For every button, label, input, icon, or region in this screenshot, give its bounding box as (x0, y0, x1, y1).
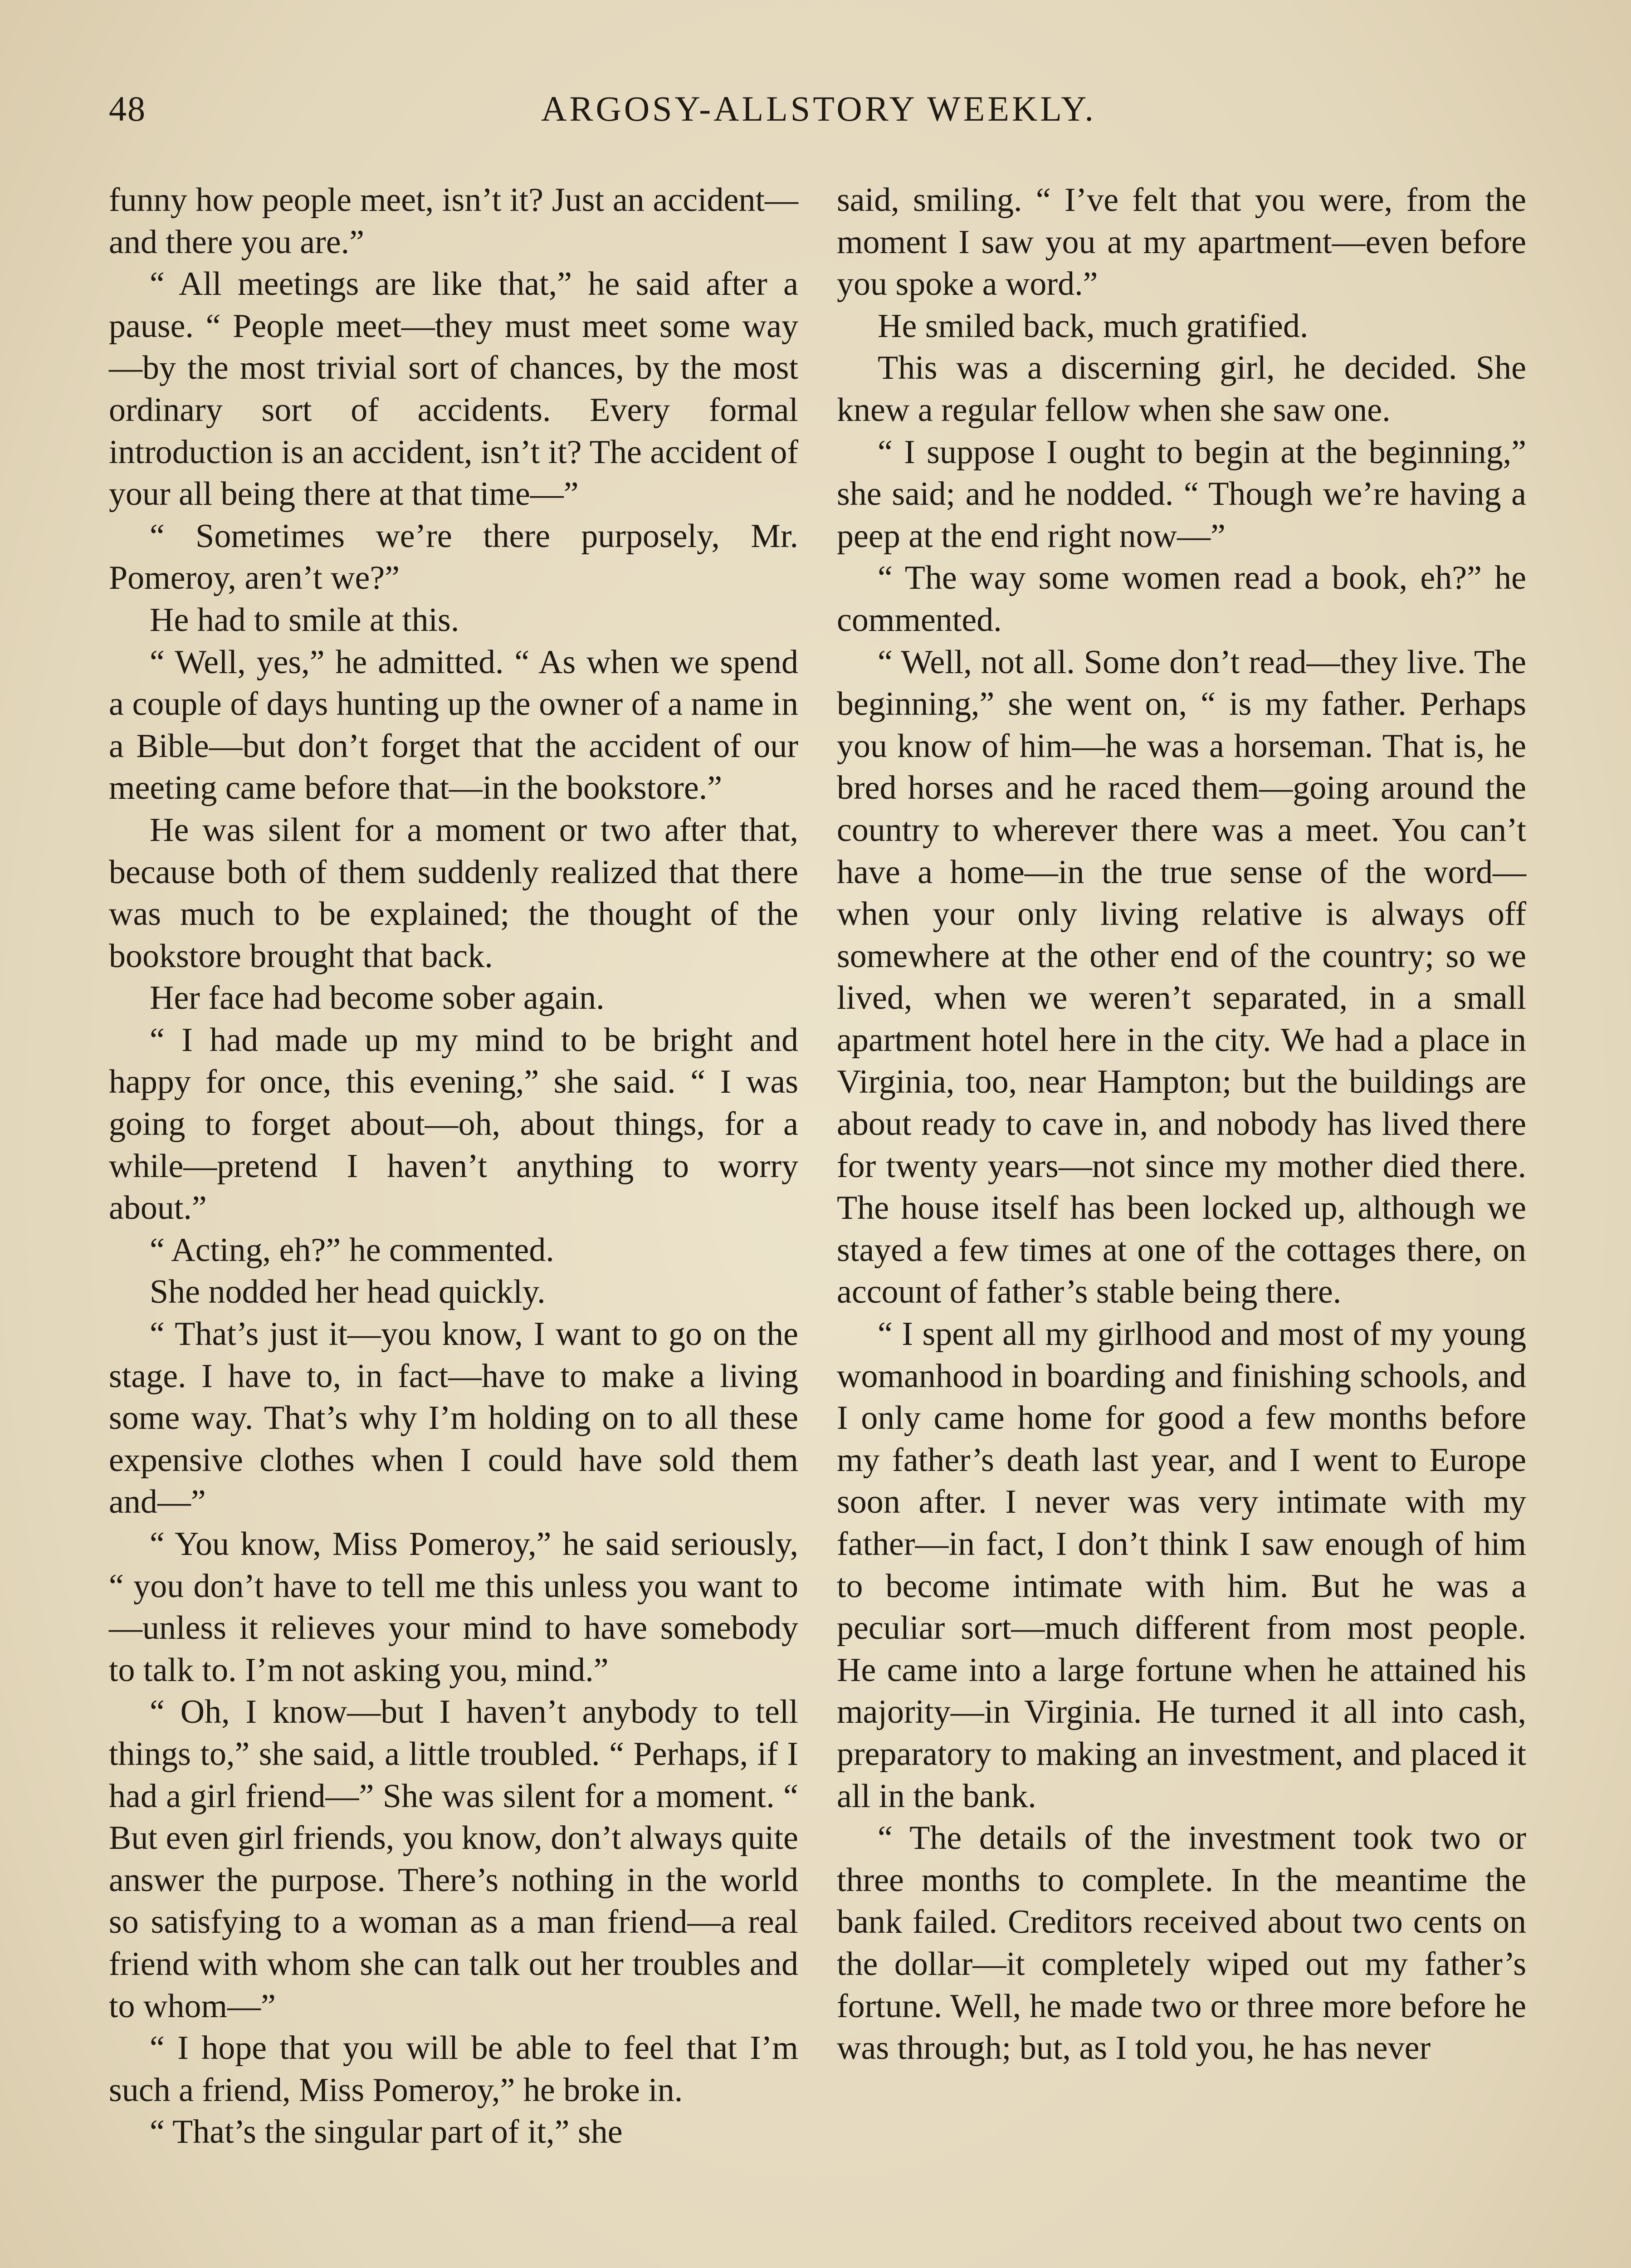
paragraph: funny how people meet, isn’t it? Just an accident—and there you are.” (109, 181, 798, 261)
paragraph: This was a discerning girl, he decided. She knew a regular fellow when she saw one. (837, 349, 1526, 429)
paragraph: “ All meetings are like that,” he said after a pause. “ People meet—they must meet some way—by the most trivial sort of chances, by the most ordinary sort of accidents. Every formal introduction is an accident, isn’t it? The accident of your all being there at that time—” (109, 265, 798, 513)
paragraph: “ You know, Miss Pomeroy,” he said seriously, “ you don’t have to tell me this unless you want to—unless it relieves your mind to have somebody to talk to. I’m not asking you, mind.” (109, 1525, 798, 1689)
paragraph: “ Acting, eh?” he commented. (150, 1231, 554, 1269)
paragraph: “ Oh, I know—but I haven’t anybody to tell things to,” she said, a little troubled. “ Perhaps, if I had a girl friend—” She was silent for a moment. “ But even girl friends, you know, don’t always quite answer the purpose. There’s nothing in the world so satisfying to a woman as a man friend—a real friend with whom she can talk out her troubles and to whom—” (109, 1693, 798, 2025)
paragraph: “ That’s the singular part of it,” she (150, 2113, 623, 2151)
paragraph: “ Well, not all. Some don’t read—they live. The beginning,” she went on, “ is my father. Perhaps you know of him—he was a horseman. That is, he bred horses and he raced them—going around the country to wherever there was a meet. You can’t have a home—in the true sense of the word—when your only living relative is always off somewhere at the other end of the country; so we lived, when we weren’t separated, in a small apartment hotel here in the city. We had a place in Virginia, too, near Hampton; but the buildings are about ready to cave in, and nobody has lived there for twenty years—not since my mother died there. The house itself has been locked up, although we stayed a few times at one of the cottages there, on account of father’s stable being there. (837, 643, 1526, 1311)
paragraph: He smiled back, much gratified. (878, 307, 1309, 345)
left-column (109, 179, 798, 2153)
paragraph: He had to smile at this. (150, 601, 459, 639)
paragraph: She nodded her head quickly. (150, 1273, 546, 1311)
paragraph: “ I had made up my mind to be bright and happy for once, this evening,” she said. “ I was going to forget about—oh, about things, for a while—pretend I haven’t anything to worry about.” (109, 1021, 798, 1227)
running-header (109, 88, 1528, 152)
paragraph: “ Well, yes,” he admitted. “ As when we spend a couple of days hunting up the owner of a name in a Bible—but don’t forget that the accident of our meeting came before that—in the bookstore.” (109, 643, 798, 807)
paragraph: “ I suppose I ought to begin at the beginning,” she said; and he nodded. “ Though we’re having a peep at the end right now—” (837, 433, 1526, 555)
magazine-title: ARGOSY-ALLSTORY WEEKLY. (541, 89, 1096, 128)
paragraph: “ That’s just it—you know, I want to go on the stage. I have to, in fact—have to make a living some way. That’s why I’m holding on to all these expensive clothes when I could have sold them and—” (109, 1315, 798, 1521)
paragraph: Her face had become sober again. (150, 979, 605, 1017)
page-number: 48 (109, 89, 146, 128)
paragraph: “ I hope that you will be able to feel that I’m such a friend, Miss Pomeroy,” he broke in. (109, 2029, 798, 2109)
paragraph: “ Sometimes we’re there purposely, Mr. Pomeroy, aren’t we?” (109, 517, 798, 597)
right-column (837, 179, 1526, 2069)
paragraph: He was silent for a moment or two after that, because both of them suddenly realized that there was much to be explained; the thought of the bookstore brought that back. (109, 811, 798, 975)
paragraph: “ The way some women read a book, eh?” he commented. (837, 559, 1526, 639)
paragraph: said, smiling. “ I’ve felt that you were, from the moment I saw you at my apartment—even before you spoke a word.” (837, 181, 1526, 303)
paragraph: “ The details of the investment took two or three months to complete. In the meantime the bank failed. Creditors received about two cents on the dollar—it completely wiped out my father’s fortune. Well, he made two or three more before he was through; but, as I told you, he has never (837, 1819, 1526, 2067)
paragraph: “ I spent all my girlhood and most of my young womanhood in boarding and finishing schools, and I only came home for good a few months before my father’s death last year, and I went to Europe soon after. I never was very intimate with my father—in fact, I don’t think I saw enough of him to become intimate with him. But he was a peculiar sort—much different from most people. He came into a large fortune when he attained his majority—in Virginia. He turned it all into cash, preparatory to making an investment, and placed it all in the bank. (837, 1315, 1526, 1815)
